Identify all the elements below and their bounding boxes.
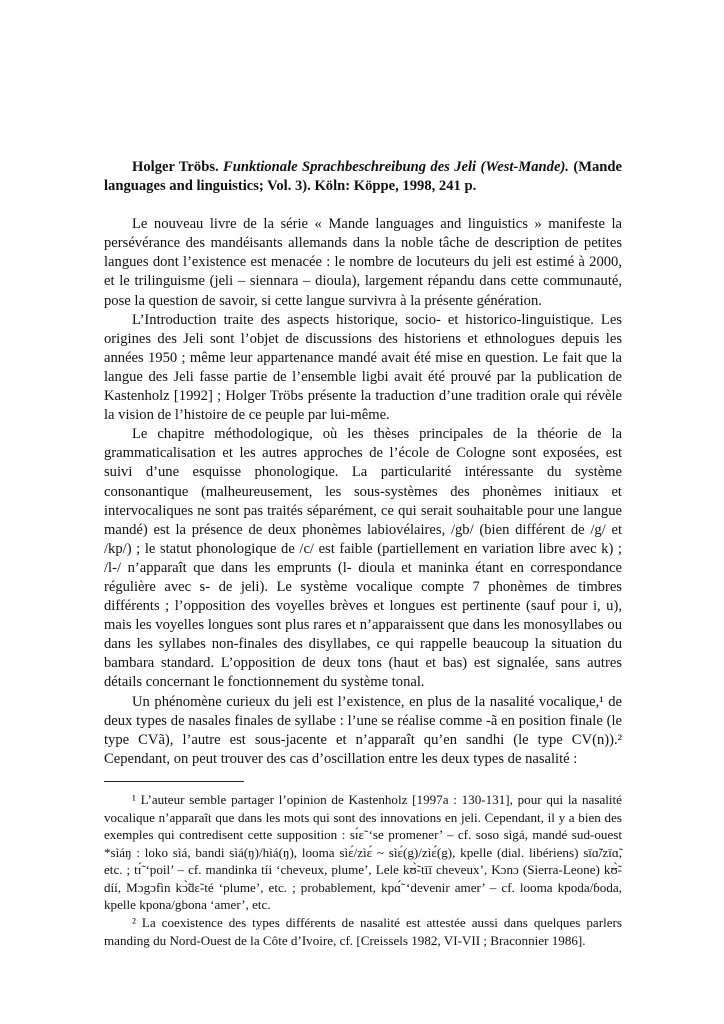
review-header: [104, 158, 622, 196]
footnote-separator: [104, 781, 244, 782]
reviewed-author: Holger Tröbs.: [132, 159, 219, 175]
reviewed-title: Funktionale Sprachbeschreibung des Jeli (West-Mande).: [223, 159, 569, 175]
body-paragraph: L’Introduction traite des aspects historique, socio- et historico-linguistique. Les origines des Jeli sont l’objet de discussions des historiens et ethnologues depuis les années 1950 ; même leur appartenance mandé avait été mise en question. Le fait que la langue des Jeli fasse partie de l’ensemble ligbi avait été prouvé par la publication de Kastenholz [1992] ; Holger Tröbs présente la traduction d’une tradition orale qui révèle la vision de l’histoire de ce peuple par lui-même.: [104, 311, 622, 424]
footnote: ¹ L’auteur semble partager l’opinion de Kastenholz [1997a : 130-131], pour qui la nasalité vocalique n’apparaît que dans les mots qui sont des innovations en jeli. Cependant, il y a bien des exemples qui contredisent cette supposition : sɪ́ɛ̃ ‘se promener’ – cf. soso sìgá, mandé sud-ouest *sìáŋ : loko sìá, bandi sìá(ŋ)/hìá(ŋ), looma sìɛ́/zìɛ́ ~ sìɛ́(g)/zìɛ́(g), kpelle (dial. libériens) sīɑ̃/zīɑ̃, etc. ; tɪ̃́ ‘poil’ – cf. mandinka tíi ‘cheveux, plume’, Lele kʊ̃̀-tīī cheveux’, Kɔnɔ (Sierra-Leone) kʊ̃̀-díí, Mɔgɔfìn kɔ̃̀dɛ̃-té ‘plume’, etc. ; probablement, kpɑ̃́ ‘devenir amer’ – cf. looma kpoda/ɓoda, kpelle kpona/gbona ‘amer’, etc.: [104, 791, 622, 913]
footnote: ² La coexistence des types différents de nasalité est attestée aussi dans quelques parlers manding du Nord-Ouest de la Côte d’Ivoire, cf. [Creissels 1982, VI-VII ; Braconnier 1986].: [104, 915, 622, 948]
body-paragraph: Un phénomène curieux du jeli est l’existence, en plus de la nasalité vocalique,¹ de deux types de nasales finales de syllabe : l’une se réalise comme -ã en position finale (le type CVã), l’autre est sous-jacente et n’apparaît qu’en sandhi (le type CV(n)).² Cependant, on peut trouver des cas d’oscillation entre les deux types de nasalité :: [104, 693, 622, 767]
reviewed-series-info: (Mande languages and linguistics; Vol. 3). Köln: Köppe, 1998, 241 p.: [104, 159, 622, 195]
body-paragraph: Le chapitre méthodologique, où les thèses principales de la théorie de la grammaticalisation et les autres approches de l’école de Cologne sont exposées, est suivi d’une esquisse phonologique. La particularité intéressante du système consonantique (malheureusement, les sous-systèmes des phonèmes initiaux et intervocaliques ne sont pas traités séparément, ce qui serait souhaitable pour une langue mandé) est la présence de deux phonèmes labiovélaires, /gb/ (bien différent de /g/ et /kp/) ; le statut phonologique de /c/ est faible (partiellement en variation libre avec k) ; /l-/ n’apparaît que dans les emprunts (l- dioula et maninka étant en correspondance régulière avec s- de jeli). Le système vocalique compte 7 phonèmes de timbres différents ; l’opposition des voyelles brèves et longues est pertinente (sauf pour i, u), mais les voyelles longues sont plus rares et n’apparaissent que dans les monosyllabes ou dans les syllabes non-finales des disyllabes, ce qui rappelle beaucoup la situation du bambara standard. L’opposition de deux tons (haut et bas) est signalée, sans autres détails concernant le fonctionnement du système tonal.: [104, 426, 622, 691]
document-page: [104, 158, 622, 949]
body-paragraph: Le nouveau livre de la série « Mande languages and linguistics » manifeste la persévérance des mandéisants allemands dans la noble tâche de description de petites langues dont l’existence est menacée : le nombre de locuteurs du jeli est estimé à 2000, et le trilinguisme (jeli – siennara – dioula), largement répandu dans cette communauté, pose la question de savoir, si cette langue survivra à la présente génération.: [104, 216, 622, 309]
